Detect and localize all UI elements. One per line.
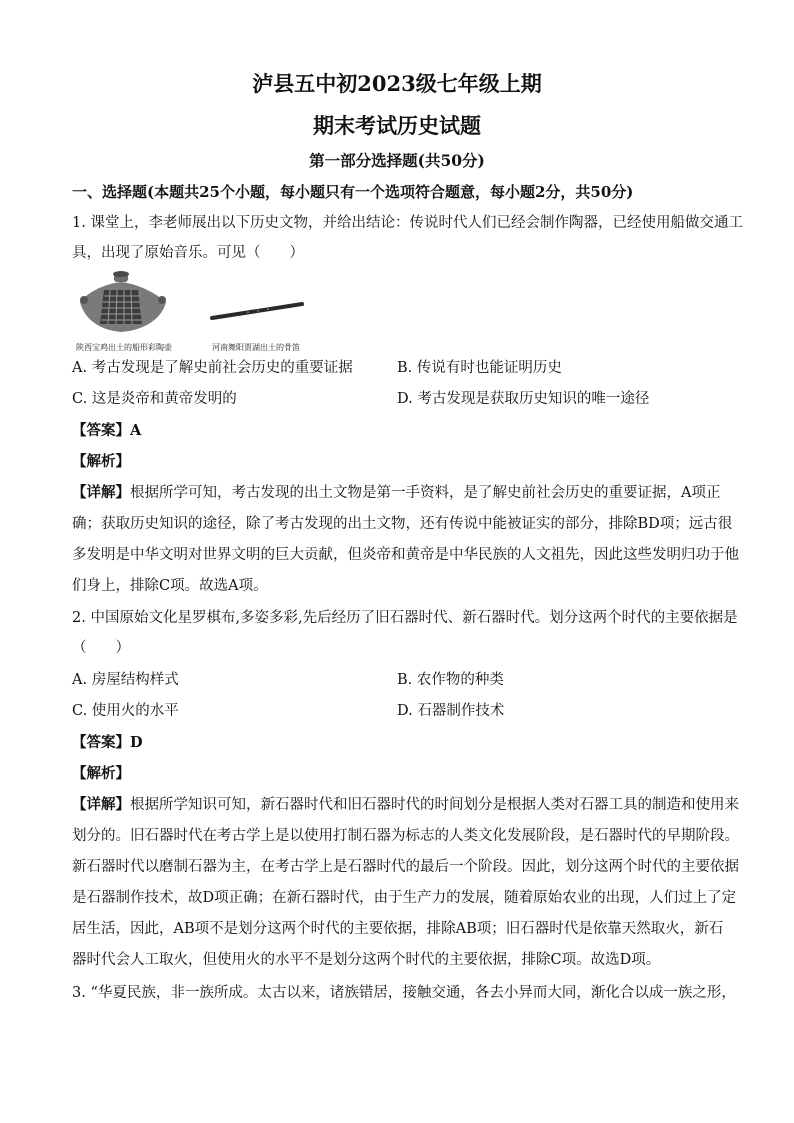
q2-detail-tag: 【详解】	[72, 796, 130, 813]
q2-detail-line3: 新石器时代以磨制石器为主，在考古学上是石器时代的最后一个阶段。因此，划分这两个时代的主要依据	[72, 859, 739, 875]
section-heading: 一、选择题(本题共25个小题，每小题只有一个选项符合题意，每小题2分，共50分)	[72, 183, 634, 201]
exam-title-line1: 泸县五中初2023级七年级上期	[252, 71, 542, 96]
q1-caption-pot: 陕西宝鸡出土的船形彩陶壶	[76, 343, 172, 352]
q1-detail-line4: 们身上，排除C项。故选A项。	[72, 578, 268, 594]
bone-flute-image	[208, 298, 306, 322]
q2-option-a: A. 房屋结构样式	[72, 672, 179, 688]
q1-option-c: C. 这是炎帝和黄帝发明的	[72, 391, 237, 407]
q2-stem-line1: 2. 中国原始文化星罗棋布,多姿多彩,先后经历了旧石器时代、新石器时代。划分这两个时代的主要依据是	[72, 610, 738, 626]
q2-option-b: B. 农作物的种类	[397, 672, 504, 688]
q1-option-a: A. 考古发现是了解史前社会历史的重要证据	[72, 360, 353, 376]
q1-detail-tag: 【详解】	[72, 484, 130, 501]
q3-stem-line1: 3. “华夏民族，非一族所成。太古以来，诸族错居，接触交通，各去小异而大同，渐化合以成一族之形，	[72, 985, 736, 1001]
q2-detail-line1	[72, 795, 739, 815]
q1-option-b: B. 传说有时也能证明历史	[397, 360, 562, 376]
boat-shaped-pottery-pot-image	[74, 270, 174, 340]
q2-answer: 【答案】D	[72, 734, 143, 751]
q1-detail-line1	[72, 483, 724, 503]
q1-stem-line2: 具，出现了原始音乐。可见（ ）	[72, 245, 304, 261]
q1-answer: 【答案】A	[72, 422, 142, 439]
q2-option-d: D. 石器制作技术	[397, 703, 505, 719]
q1-detail-line2: 确；获取历史知识的途径，除了考古发现的出土文物，还有传说中能被证实的部分，排除BD项；远古很	[72, 516, 733, 532]
q1-caption-flute: 河南舞阳贾湖出土的骨笛	[212, 343, 300, 352]
q2-detail-line4: 是石器制作技术，故D项正确；在新石器时代，由于生产力的发展，随着原始农业的出现，人们过上了定	[72, 890, 737, 906]
q1-option-d: D. 考古发现是获取历史知识的唯一途径	[397, 391, 650, 407]
q2-detail-line2: 划分的。旧石器时代在考古学上是以使用打制石器为标志的人类文化发展阶段，是石器时代的早期阶段。	[72, 828, 739, 844]
q2-detail-line6: 器时代会人工取火，但使用火的水平不是划分这两个时代的主要依据，排除C项。故选D项。	[72, 952, 661, 968]
q2-detail-line5: 居生活，因此，AB项不是划分这两个时代的主要依据，排除AB项；旧石器时代是依靠天然取火，新石	[72, 921, 724, 937]
q2-detail-text1: 根据所学知识可知，新石器时代和旧石器时代的时间划分是根据人类对石器工具的制造和使用来	[130, 797, 739, 813]
q2-stem-line2: （ ）	[72, 640, 130, 656]
q2-option-c: C. 使用火的水平	[72, 703, 179, 719]
q1-detail-line3: 多发明是中华文明对世界文明的巨大贡献，但炎帝和黄帝是中华民族的人文祖先，因此这些发明归功于他	[72, 547, 739, 563]
q2-analysis-label: 【解析】	[72, 765, 130, 782]
exam-title-line2: 期末考试历史试题	[313, 113, 481, 138]
part-title: 第一部分选择题(共50分)	[309, 151, 485, 170]
q1-detail-text1: 根据所学可知，考古发现的出土文物是第一手资料，是了解史前社会历史的重要证据，A项正	[130, 485, 721, 501]
q1-stem-line1: 1. 课堂上，李老师展出以下历史文物，并给出结论：传说时代人们已经会制作陶器，已经使用船做交通工	[72, 215, 743, 231]
q1-analysis-label: 【解析】	[72, 453, 130, 470]
